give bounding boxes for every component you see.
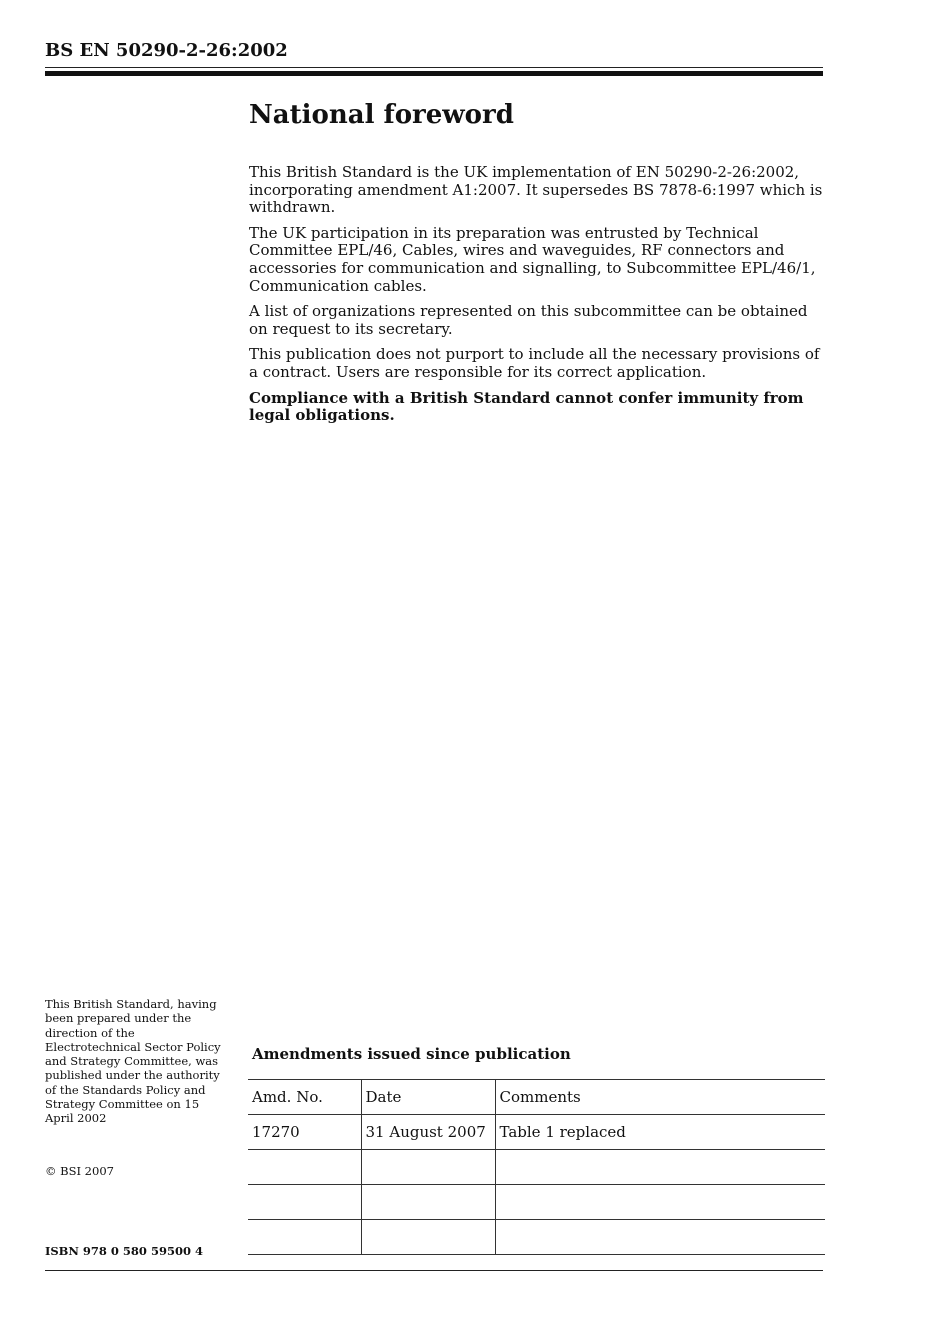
document-code: BS EN 50290-2-26:2002 [45, 40, 288, 61]
cell-comments: Table 1 replaced [495, 1115, 825, 1150]
cell-amd-no [248, 1150, 361, 1185]
isbn: ISBN 978 0 580 59500 4 [45, 1244, 203, 1258]
cell-comments [495, 1220, 825, 1255]
header-rule-thin [45, 67, 823, 68]
column-header-date: Date [361, 1080, 495, 1115]
publication-note: This British Standard, having been prepared under the direction of the Electrotechnical Sector Policy and Strategy Committee, was published under the authority of the Standards Policy and Strategy Committee on 15 April 2002 [45, 997, 221, 1126]
cell-date [361, 1185, 495, 1220]
cell-amd-no [248, 1185, 361, 1220]
copyright: © BSI 2007 [45, 1164, 114, 1178]
paragraph-provisions: This publication does not purport to include all the necessary provisions of a contract. Users are responsible for its correct application. [249, 345, 820, 381]
cell-date: 31 August 2007 [361, 1115, 495, 1150]
footer-rule [45, 1270, 823, 1271]
cell-comments [495, 1150, 825, 1185]
amendments-heading: Amendments issued since publication [252, 1045, 571, 1063]
table-row [248, 1115, 825, 1150]
table-row [248, 1150, 825, 1185]
column-header-comments: Comments [495, 1080, 825, 1115]
cell-amd-no [248, 1220, 361, 1255]
column-header-amd-no: Amd. No. [248, 1080, 361, 1115]
page-title: National foreword [249, 100, 514, 130]
table-row [248, 1220, 825, 1255]
table-header-row [248, 1080, 825, 1115]
cell-comments [495, 1185, 825, 1220]
header-rule-thick [45, 71, 823, 76]
paragraph-organizations: A list of organizations represented on this subcommittee can be obtained on request to its secretary. [249, 302, 808, 338]
cell-date [361, 1150, 495, 1185]
amendments-table [248, 1079, 825, 1255]
compliance-statement: Compliance with a British Standard cannot confer immunity from legal obligations. [249, 388, 804, 425]
paragraph-implementation: This British Standard is the UK implementation of EN 50290-2-26:2002, incorporating amendment A1:2007. It supersedes BS 7878-6:1997 which is withdrawn. [249, 163, 823, 217]
table-row [248, 1185, 825, 1220]
cell-amd-no: 17270 [248, 1115, 361, 1150]
foreword-body [249, 164, 825, 433]
paragraph-committee: The UK participation in its preparation was entrusted by Technical Committee EPL/46, Cables, wires and waveguides, RF connectors and accessories for communication and signalling, to Subcommittee EPL/46/1, Communication cables. [249, 223, 816, 295]
cell-date [361, 1220, 495, 1255]
